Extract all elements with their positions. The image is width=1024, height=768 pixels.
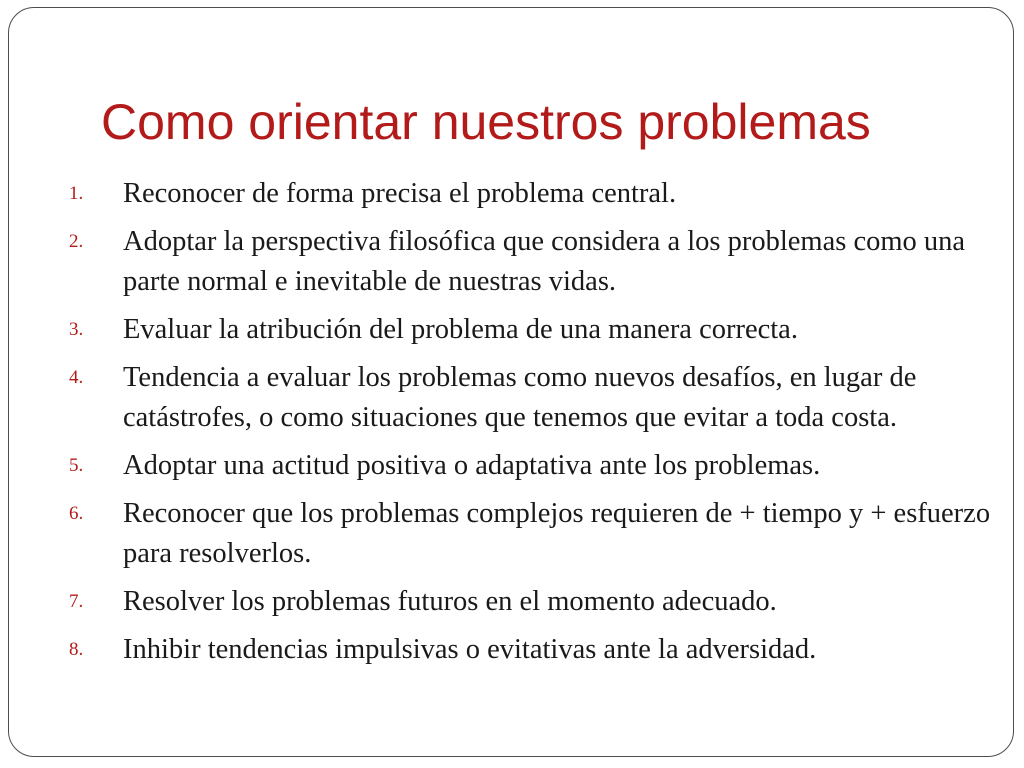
list-item-number: 1. bbox=[69, 183, 84, 204]
slide-frame bbox=[8, 7, 1014, 757]
list-item bbox=[69, 222, 1009, 302]
list-item bbox=[69, 174, 1009, 214]
list-item-text: Reconocer de forma precisa el problema central. bbox=[123, 178, 677, 209]
list-item-text: Adoptar una actitud positiva o adaptativa ante los problemas. bbox=[123, 450, 821, 481]
list-item bbox=[69, 310, 1009, 350]
list-item-number: 5. bbox=[69, 455, 84, 476]
list-item bbox=[69, 494, 1009, 574]
list-item-number: 8. bbox=[69, 639, 84, 660]
list-item-text: Tendencia a evaluar los problemas como nuevos desafíos, en lugar de catástrofes, o como situaciones que tenemos que evitar a toda costa. bbox=[123, 362, 917, 433]
list-item-number: 6. bbox=[69, 503, 84, 524]
list-item-number: 3. bbox=[69, 319, 84, 340]
list-item-text: Inhibir tendencias impulsivas o evitativas ante la adversidad. bbox=[123, 634, 817, 665]
list-item-number: 4. bbox=[69, 367, 84, 388]
list-item bbox=[69, 358, 1009, 438]
list-item-text: Evaluar la atribución del problema de una manera correcta. bbox=[123, 314, 798, 345]
list-item bbox=[69, 446, 1009, 486]
list-item-text: Reconocer que los problemas complejos requieren de + tiempo y + esfuerzo para resolverlos. bbox=[123, 498, 991, 569]
list-item-text: Resolver los problemas futuros en el momento adecuado. bbox=[123, 586, 777, 617]
list-item-text: Adoptar la perspectiva filosófica que considera a los problemas como una parte normal e inevitable de nuestras vidas. bbox=[123, 226, 966, 297]
list-item-number: 7. bbox=[69, 591, 84, 612]
slide-title: Como orientar nuestros problemas bbox=[101, 94, 871, 150]
list-item bbox=[69, 582, 1009, 622]
list-item bbox=[69, 630, 1009, 670]
numbered-list bbox=[69, 174, 1009, 678]
list-item-number: 2. bbox=[69, 231, 84, 252]
